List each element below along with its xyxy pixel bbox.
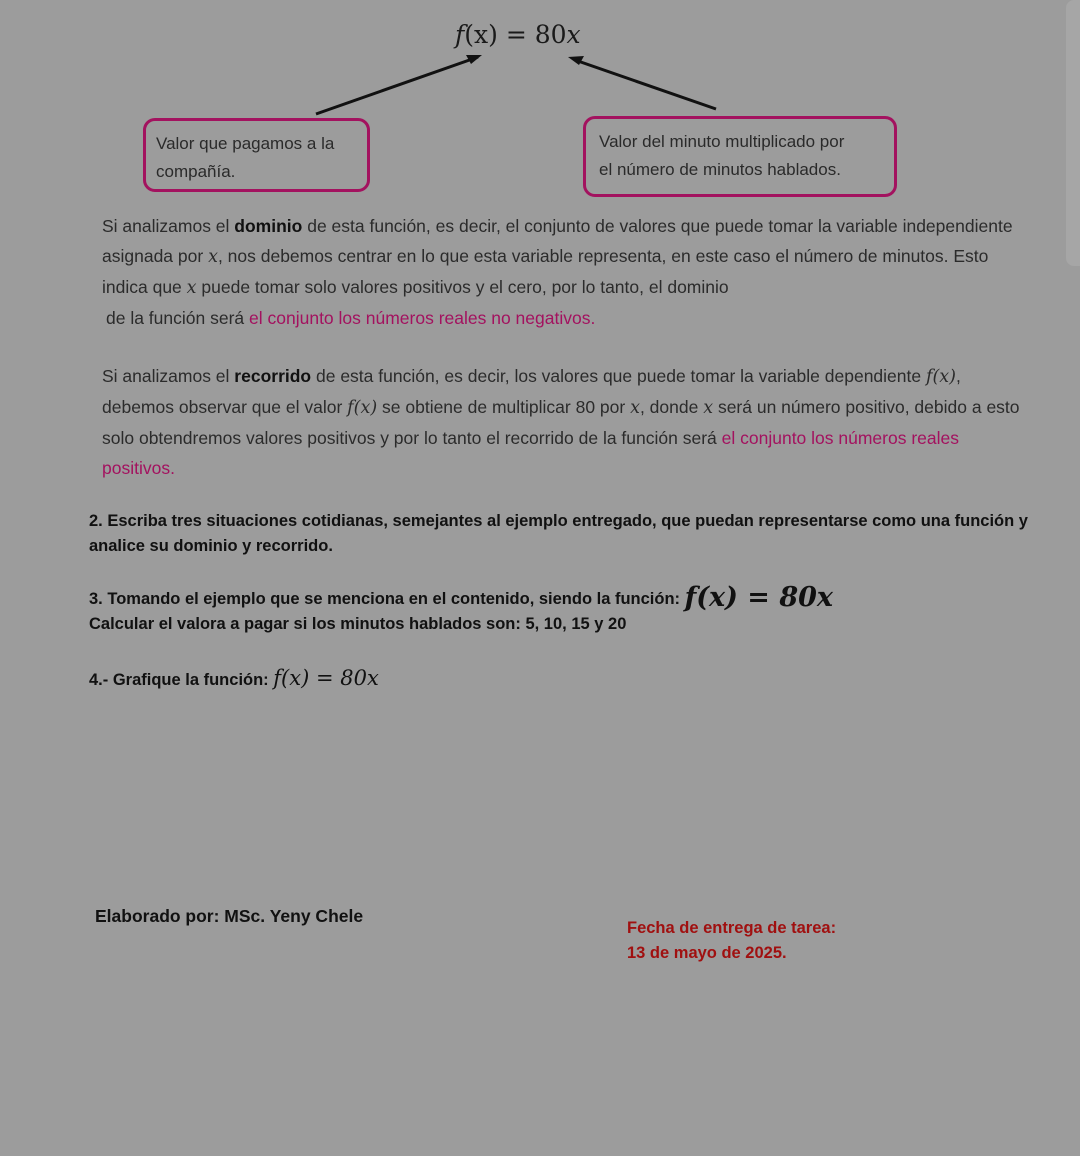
callout-left <box>143 118 370 192</box>
due-date-label: Fecha de entrega de tarea: <box>627 919 837 937</box>
recorrido-conclusion: el conjunto los números reales positivos. <box>102 428 959 478</box>
left-arrow-line <box>316 57 478 114</box>
question-2: 2. Escriba tres situaciones cotidianas, semejantes al ejemplo entregado, que puedan representarse como una función y analice su dominio y recorrido. <box>89 512 1028 555</box>
dominio-conclusion: el conjunto los números reales no negativos. <box>249 308 596 328</box>
dominio-paragraph: Si analizamos el dominio de esta función, es decir, el conjunto de valores que puede tomar la variable independiente asignada por x, nos debemos centrar en lo que esta variable representa, en este caso el número de minutos. Esto indica que x puede tomar solo valores positivos y el cero, por lo tanto, el dominio de la función será el conjunto los números reales no negativos. <box>102 216 1013 328</box>
callout-right-line1: Valor del minuto multiplicado por <box>599 132 845 151</box>
function-formula: f(x) = 80x <box>455 20 581 49</box>
callout-left-line1: Valor que pagamos a la <box>156 134 335 153</box>
due-date-value: 13 de mayo de 2025. <box>627 944 787 962</box>
question-4-formula: f(x) = 80x <box>273 666 379 690</box>
recorrido-paragraph: Si analizamos el recorrido de esta función, es decir, los valores que puede tomar la variable dependiente f(x), debemos observar que el valor f(x) se obtiene de multiplicar 80 por x, donde x será un número positivo, debido a esto solo obtendremos valores positivos y por lo tanto el recorrido de la función será el conjunto los números reales positivos. <box>102 366 1020 478</box>
callout-right-line2: el número de minutos hablados. <box>599 160 841 179</box>
callout-left-line2: compañía. <box>156 162 236 181</box>
due-date-block <box>627 916 836 966</box>
author-credit: Elaborado por: MSc. Yeny Chele <box>95 906 364 926</box>
question-3: 3. Tomando el ejemplo que se menciona en el contenido, siendo la función: f(x) = 80x Calcular el valora a pagar si los minutos hablados son: 5, 10, 15 y 20 <box>89 582 833 633</box>
question-4: 4.- Grafique la función: f(x) = 80x <box>89 666 379 690</box>
callout-right <box>583 116 897 197</box>
right-arrow-line <box>575 60 716 109</box>
side-scroll-tab[interactable] <box>1066 0 1080 266</box>
question-3-formula: f(x) = 80x <box>684 582 833 613</box>
